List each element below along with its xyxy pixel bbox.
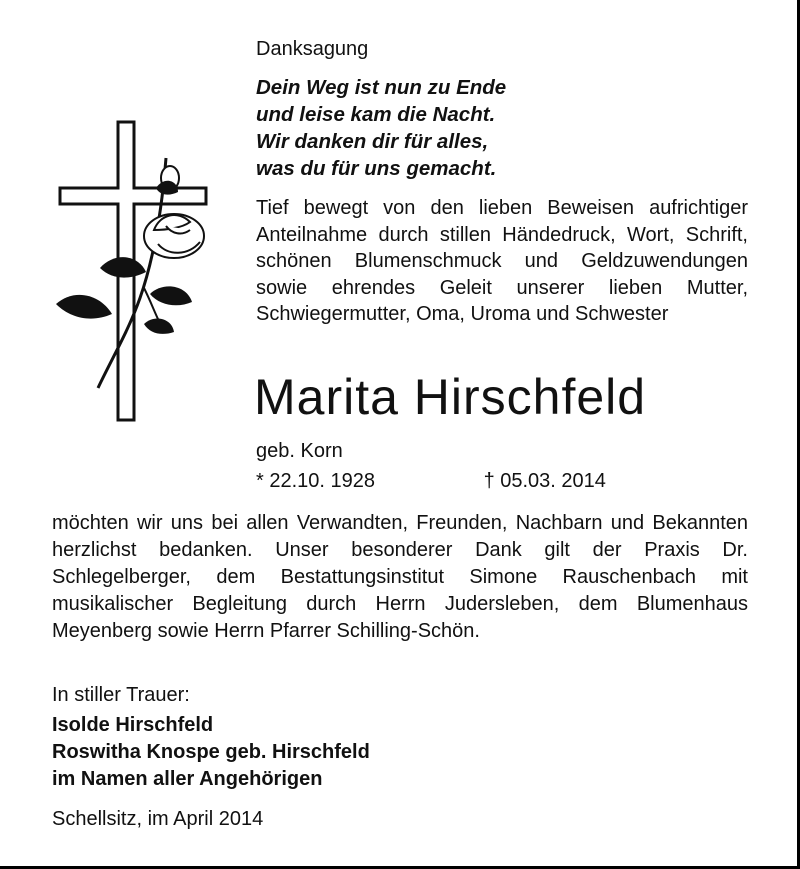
signer: Roswitha Knospe geb. Hirschfeld bbox=[52, 741, 370, 763]
intro-text: Tief bewegt von den lieben Beweisen aufrichtiger Anteilnahme durch stillen Händedruck, Wort, Schrift, schönen Blumenschmuck und Geldzuwendungen sowie ehrendes Geleit unserer lieben Mutter, Schwiegermutter, Oma, Uroma und Schwester bbox=[256, 197, 748, 325]
birth-name: geb. Korn bbox=[256, 440, 343, 462]
signers bbox=[52, 712, 370, 793]
birth-date: * 22.10. 1928 bbox=[256, 470, 375, 492]
signer: im Namen aller Angehörigen bbox=[52, 768, 323, 790]
thanks-text: möchten wir uns bei allen Verwandten, Freunden, Nachbarn und Bekannten herzlichst bedanken. Unser besonderer Dank gilt der Praxis Dr. Schlegelberger, dem Bestattungsinstitut Simone Rauschenbach mit musikalischer Begleitung durch Herrn Judersleben, dem Blumenhaus Meyenberg sowie Herrn Pfarrer Schilling-Schön. bbox=[52, 512, 748, 642]
poem bbox=[256, 74, 506, 182]
place-date: Schellsitz, im April 2014 bbox=[52, 808, 264, 830]
poem-line: Wir danken dir für alles, bbox=[256, 130, 489, 153]
notice-heading: Danksagung bbox=[256, 38, 369, 60]
signer: Isolde Hirschfeld bbox=[52, 714, 214, 736]
cross-with-rose-icon bbox=[54, 118, 214, 428]
death-date: † 05.03. 2014 bbox=[483, 470, 606, 492]
poem-line: und leise kam die Nacht. bbox=[256, 103, 496, 126]
grief-label: In stiller Trauer: bbox=[52, 684, 190, 706]
poem-line: Dein Weg ist nun zu Ende bbox=[256, 76, 507, 99]
life-dates bbox=[256, 470, 606, 493]
deceased-name: Marita Hirschfeld bbox=[254, 369, 647, 425]
poem-line: was du für uns gemacht. bbox=[256, 157, 497, 180]
